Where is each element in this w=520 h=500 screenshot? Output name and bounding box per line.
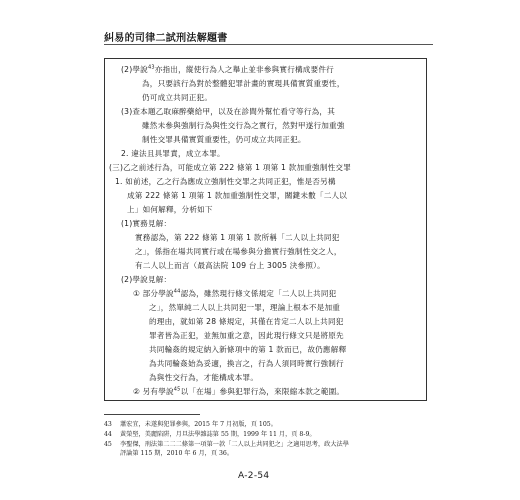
text-line: 有二人以上而言（最高法院 109 台上 3005 決參照）。 (135, 261, 325, 270)
text-line: 成第 222 條第 1 項第 1 款加重強制性交罪，關鍵未數「二人以 (127, 191, 348, 200)
text-line: 上」如何解釋，分析如下 (127, 205, 213, 214)
text-line: 仍可成立共同正犯。 (142, 93, 213, 102)
text-line: 實務認為，第 222 條第 1 項第 1 款所稱「二人以上共同犯 (135, 233, 340, 242)
footnote-ref: 44 (173, 288, 181, 295)
running-head: 糾易的司律二試刑法解題書 (104, 33, 228, 44)
line-text-cont: 以「在場」參與犯罪行為，來限縮本款之範圍。 (180, 387, 345, 396)
line-text: ① 部分學說 (133, 289, 174, 298)
footnote-divider (104, 414, 200, 415)
header-divider (104, 44, 433, 45)
footnote-text: 李聖傑，刑法第二二二條第一項第一款「二人以上共同犯之」之適用思考，政大法學 (120, 441, 349, 448)
footnote (104, 441, 349, 449)
footnote-number: 45 (104, 441, 112, 448)
text-line: 之」，係指在場共同實行或在場參與分擔實行強制性交之人， (135, 247, 342, 256)
text-line: (1)實務見解： (121, 219, 172, 228)
text-line: 之」，然單純二人以上共同犯一罪，理論上根本不是加重 (149, 303, 341, 312)
line-text-cont: 認為，雖然現行條文係規定「二人以上共同犯 (180, 289, 337, 298)
footnote-text: 蕭宏宜，未遂與犯罪參與，2015 年 7 月初版，頁 105。 (120, 421, 277, 428)
footnote-text: 評論第 115 期，2010 年 6 月，頁 36。 (120, 450, 234, 457)
line-text: (2)學說 (121, 65, 148, 74)
answer-box (104, 58, 427, 401)
footnote-text: 黃榮堅，美麗陷阱，月旦法學雜誌第 55 期，1999 年 11 月，頁 8-9。 (120, 431, 316, 438)
line-text: ② 另有學說 (133, 387, 174, 396)
footnote-number: 43 (104, 421, 112, 428)
text-line: 雖然未參與強制行為與性交行為之實行，然對甲遂行加重強 (142, 121, 345, 130)
text-line: (三)乙之前述行為，可能成立第 222 條第 1 項第 1 款加重強制性交罪 (109, 163, 352, 172)
text-line: 共同輪姦的規定納入新條項中的第 1 款而已，故仍應解釋 (149, 345, 347, 354)
text-line: 為與性交行為，才能構成本罪。 (149, 373, 259, 382)
footnote (104, 421, 277, 429)
text-line: (2)學說見解： (121, 275, 172, 284)
text-line (121, 65, 334, 75)
footnote-ref: 43 (147, 64, 155, 71)
page-number: A-2-54 (238, 471, 270, 481)
text-line: 的理由，就如第 28 條規定，其僅在肯定二人以上共同犯 (149, 317, 344, 326)
line-text-cont: 亦指出，縱使行為人之舉止並非參與實行構成要件行 (154, 65, 334, 74)
footnote-ref: 45 (173, 386, 181, 393)
text-line (133, 387, 344, 397)
footnote-number: 44 (104, 431, 112, 438)
text-line: 1. 如前述，乙之行為應成立強制性交罪之共同正犯，惟是否另構 (115, 177, 336, 186)
footnote (104, 431, 316, 439)
text-line: 罪者皆為正犯，並無加重之意，因此現行條文只是將原先 (149, 331, 344, 340)
footnote (104, 450, 233, 458)
text-line: 2. 違法且具罪責，成立本罪。 (121, 149, 225, 158)
text-line: 為，只要該行為對於整體犯罪計畫的實現具備實質重要性， (142, 79, 345, 88)
text-line (133, 289, 336, 299)
text-line: 制性交罪具備實質重要性，仍可成立共同正犯。 (142, 135, 306, 144)
text-line: (3)查本題乙取麻醉藥給甲，以及在診間外幫忙看守等行為，其 (121, 107, 335, 116)
text-line: 為共同輪姦始為妥適，換言之，行為人須同時實行強制行 (149, 359, 344, 368)
